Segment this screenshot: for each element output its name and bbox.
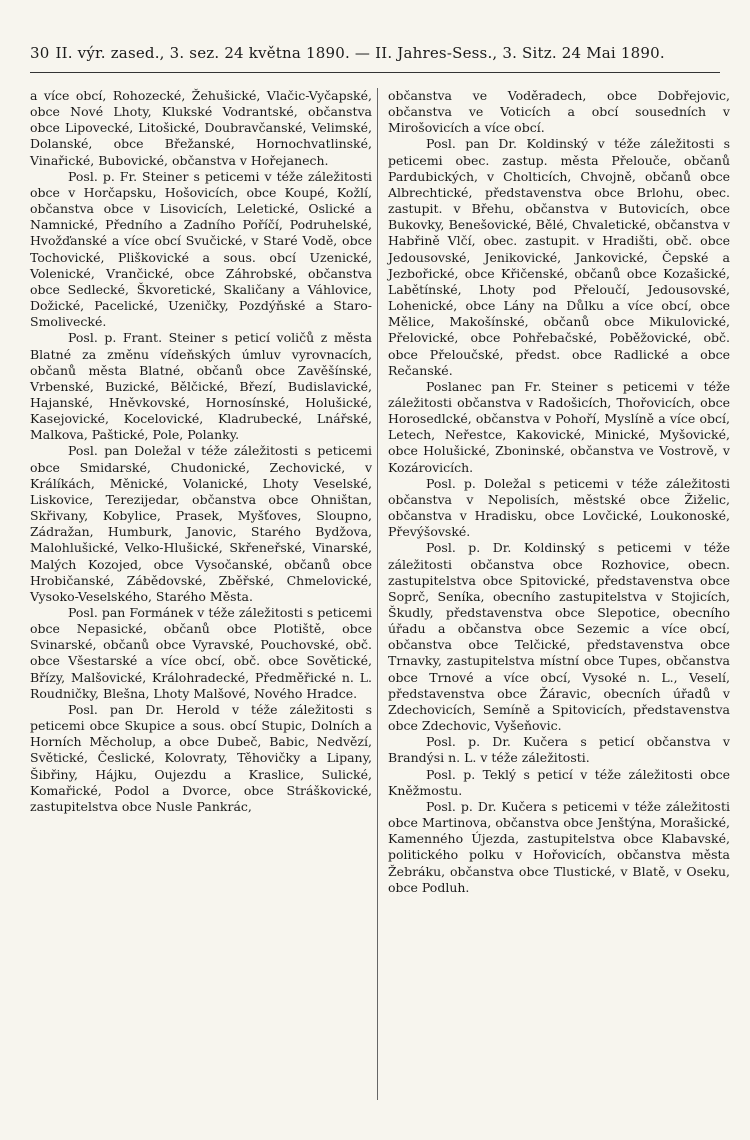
paragraph: Posl. p. Teklý s peticí v téže záležitosti obce Kněžmostu. <box>388 766 730 798</box>
page-header <box>30 44 720 62</box>
column-divider <box>377 88 378 1100</box>
header-rule <box>30 72 720 73</box>
paragraph: Posl. p. Dr. Kučera s peticemi v téže záležitosti obce Martinova, občanstva obce Jenštýna, Morašické, Kamenného Újezda, zastupitelstva obce Klabavské, politického polku v Hořovicích, občanstva města Žebráku, občanstva obce Tlustické, v Blatě, v Oseku, obce Podluh. <box>388 798 730 895</box>
paragraph: občanstva ve Voděradech, obce Dobřejovic, občanstva ve Voticích a obcí sousedních v Mirošovicích a více obcí. <box>388 88 730 136</box>
paragraph: Posl. pan Dr. Koldinský v téže záležitosti s peticemi obec. zastup. města Přelouče, občanů Pardubických, v Cholticích, Chvojně, občanů obce Albrechtické, představenstva obce Brlohu, obec. zastupit. v Břehu, občanstva v Butovicích, obce Bukovky, Benešovické, Bělé, Chvaletické, občanstva v Habřině Vlčí, obec. zastupit. v Hradišti, obč. obce Jedousovské, Jenikovické, Jankovické, Čepské a Jezbořické, obce Křičenské, občanů obce Kozašické, Labětínské, Lhoty pod Přeloučí, Jedousovské, Lohenické, obce Lány na Důlku a více obcí, obce Mělice, Makošínské, občanů obce Mikulovické, Přelovické, obce Pohřebačské, Poběžovické, obč. obce Přeloučské, předst. obce Radlické a obce Rečanské. <box>388 136 730 378</box>
paragraph: Posl. pan Formánek v téže záležitosti s peticemi obce Nepasické, občanů obce Plotiště, obce Svinarské, občanů obce Vyravské, Pouchovské, obč. obce Všestarské a více obcí, obč. obce Sovětické, Břízy, Malšovické, Králohradecké, Předměřické n. L. Roudničky, Blešna, Lhoty Malšové, Nového Hradce. <box>30 605 372 701</box>
paragraph: Posl. p. Dr. Koldinský s peticemi v téže záležitosti občanstva obce Rozhovice, obecn. zastupitelstva obce Spitovické, představenstva obce Soprč, Seníka, obecního zastupitelstva v Stojicích, Škudly, představenstva obce Slepotice, obecního úřadu a občanstva obce Sezemic a více obcí, občanstva obce Telčické, představenstva obce Trnavky, zastupitelstva místní obce Tupes, občanstva obce Trnové a více obcí, Vysoké n. L., Veselí, představenstva obce Žáravic, obecních úřadů v Zdechovicích, Semíně a Spitovicích, představenstva obce Zdechovic, Vyšeňovic. <box>388 540 730 734</box>
left-column <box>30 88 372 815</box>
right-column <box>388 88 730 896</box>
paragraph: Posl. p. Frant. Steiner s peticí voličů z města Blatné za změnu vídeňských úmluv vyrovnacích, občanů města Blatné, občanů obce Zavěšínské, Vrbenské, Buzické, Bělčické, Březí, Budislavické, Hajanské, Hněvkovské, Hornosínské, Holušické, Kasejovické, Kocelovické, Kladrubecké, Lnářské, Malkova, Paštické, Pole, Polanky. <box>30 330 372 443</box>
paragraph: Posl. pan Doležal v téže záležitosti s peticemi obce Smidarské, Chudonické, Zechovické, v Králíkách, Měnické, Volanické, Lhoty Veselské, Liskovice, Terezijedar, občanstva obce Ohništan, Skřivany, Kobylice, Prasek, Myšťoves, Sloupno, Zádražan, Humburk, Janovic, Starého Bydžova, Malohlušické, Velko-Hlušické, Skřeneřské, Vinarské, Malých Kozojed, obce Vysočanské, občanů obce Hrobičanské, Zábědovské, Zběřské, Chmelovické, Vysoko-Veselského, Starého Města. <box>30 443 372 604</box>
paragraph: Poslanec pan Fr. Steiner s peticemi v téže záležitosti občanstva v Radošicích, Thořovicích, obce Horosedlcké, občanstva v Pohoří, Myslíně a více obcí, Letech, Neřestce, Kakovické, Minické, Myšovické, obce Holušické, Zboninské, občanstva ve Vostrově, v Kozárovicích. <box>388 378 730 475</box>
paragraph: Posl. p. Dr. Kučera s peticí občanstva v Brandýsi n. L. v téže záležitosti. <box>388 734 730 766</box>
page-number: 30 <box>30 44 50 62</box>
paragraph: Posl. pan Dr. Herold v téže záležitosti s peticemi obce Skupice a sous. obcí Stupic, Dolních a Horních Měcholup, a obce Dubeč, Babic, Nedvězí, Světické, Česlické, Kolovraty, Těhovičky a Lipany, Šibřiny, Hájku, Oujezdu a Kraslice, Sulické, Komařické, Podol a Dvorce, obce Stráškovické, zastupitelstva obce Nusle Pankrác, <box>30 701 372 814</box>
paragraph: Posl. p. Doležal s peticemi v téže záležitosti občanstva v Nepolisích, městské obce Žiželic, občanstva v Hradisku, obce Lovčické, Loukonoské, Převýšovské. <box>388 475 730 540</box>
header-text: II. výr. zased., 3. sez. 24 května 1890. — II. Jahres-Sess., 3. Sitz. 24 Mai 1890. <box>55 44 665 62</box>
paragraph: Posl. p. Fr. Steiner s peticemi v téže záležitosti obce v Horčapsku, Hošovicích, obce Koupé, Kožlí, občanstva obce v Lisovicích, Leletické, Oslické a Namnické, Předního a Zadního Poříčí, Podruhelské, Hvožďanské a více obcí Svučické, v Staré Vodě, obce Tochovické, Pliškovické a sous. obcí Uzenické, Volenické, Vrančické, obce Záhrobské, občanstva obce Sedlecké, Škvoretické, Skaličany a Váhlovice, Dožické, Pacelické, Uzeničky, Pozdýňské a Staro-Smolivecké. <box>30 168 372 330</box>
paragraph: a více obcí, Rohozecké, Žehušické, Vlačic-Vyčapské, obce Nové Lhoty, Klukské Vodrantské, občanstva obce Lipovecké, Litošické, Doubravčanské, Velimské, Dolanské, obce Břežanské, Hornochvatlinské, Vinařické, Bubovické, občanstva v Hořejanech. <box>30 88 372 168</box>
